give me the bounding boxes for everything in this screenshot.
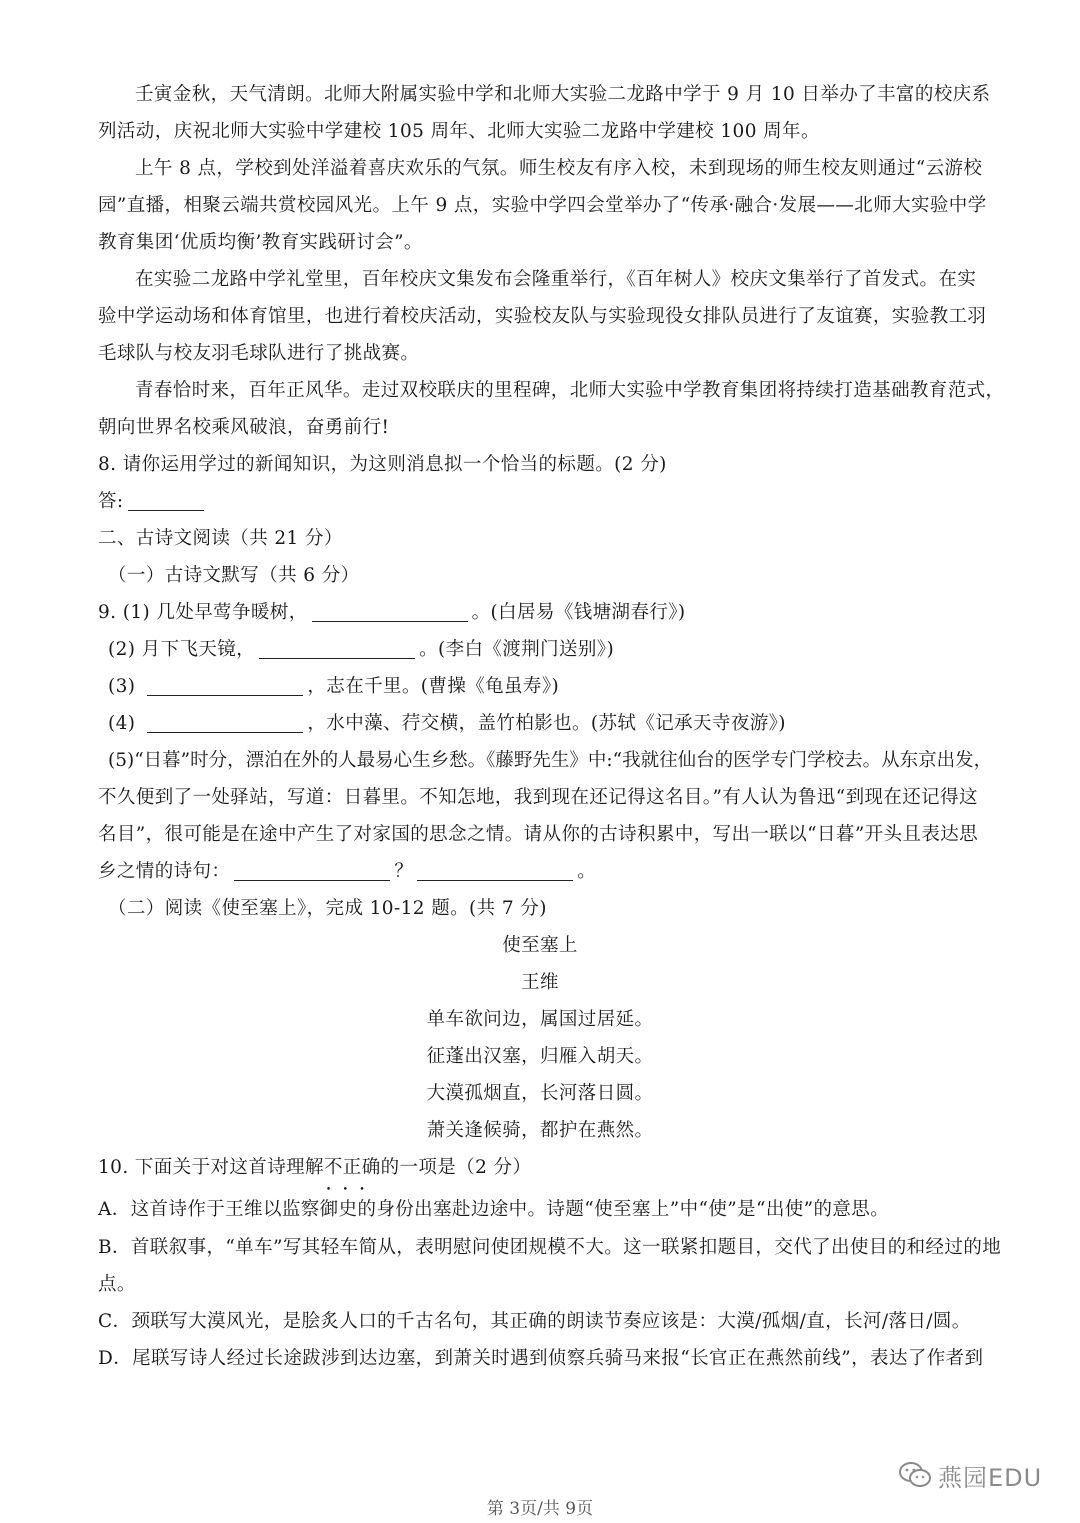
q9-2-source: 。(李白《渡荆门送别》) — [419, 639, 615, 660]
q9-5-end: 。 — [577, 861, 597, 882]
option-d-line-1: D．尾联写诗人经过长途跋涉到达边塞，到萧关时遇到侦察兵骑马来报“长官正在燕然前线”，表达了作者到 — [98, 1348, 984, 1369]
wechat-icon — [898, 1460, 932, 1490]
answer-blank[interactable] — [128, 490, 204, 511]
poem-line-2: 征蓬出汉塞，归雁入胡天。 — [426, 1046, 654, 1067]
q9-4-source: ，水中藻、荇交横，盖竹柏影也。(苏轼《记承天寺夜游》) — [307, 713, 786, 734]
option-a: A．这首诗作于王维以监察御史的身份出塞赴边途中。诗题“使至塞上”中“使”是“出使”的意思。 — [98, 1199, 890, 1220]
question-9-5-line-1: (5)“日暮”时分，漂泊在外的人最易心生乡愁。《藤野先生》中:“我就往仙台的医学专门学校去。从东京出发， — [108, 750, 993, 771]
news-paragraph-2-line-1: 上午 8 点，学校到处洋溢着喜庆欢乐的气氛。师生校友有序入校，未到现场的师生校友则通过“云游校 — [135, 158, 983, 179]
question-9-5-line-4 — [98, 857, 982, 887]
q9-1-prompt: 9. (1) 几处早莺争暖树， — [98, 602, 308, 623]
poem-line-3: 大漠孤烟直，长河落日圆。 — [426, 1083, 654, 1104]
watermark — [898, 1458, 1042, 1492]
question-10-stem — [98, 1153, 982, 1183]
q9-4-blank[interactable] — [147, 712, 303, 733]
news-paragraph-2-line-2: 园”直播，相聚云端共赏校园风光。上午 9 点，实验中学四会堂举办了“传承·融合·发展——北师大实验中学 — [98, 195, 987, 216]
question-9-2 — [108, 635, 982, 665]
news-paragraph-3-line-2: 验中学运动场和体育馆里，也进行着校庆活动，实验校友队与实验现役女排队员进行了友谊赛，实验教工羽 — [98, 306, 987, 327]
question-9-5-line-2: 不久便到了一处驿站，写道：日暮里。不知怎地，我到现在还记得这名目。”有人认为鲁迅“到现在还记得这 — [98, 787, 978, 808]
q9-3-number: (3) — [108, 676, 136, 697]
q9-1-blank[interactable] — [312, 601, 468, 622]
q10-stem-start: 10. 下面关于对这首诗理解 — [98, 1157, 324, 1178]
section-2-title: 二、古诗文阅读（共 21 分） — [98, 528, 343, 549]
q9-2-prompt: (2) 月下飞天镜， — [108, 639, 256, 660]
part-2-title: （二）阅读《使至塞上》，完成 10-12 题。(共 7 分) — [108, 898, 547, 919]
page-footer: 第 3页/共 9页 — [486, 1499, 594, 1519]
poem-title: 使至塞上 — [502, 935, 578, 956]
question-9-1 — [98, 598, 982, 628]
poem-line-4: 萧关逢候骑，都护在燕然。 — [426, 1120, 654, 1141]
poem-line-1: 单车欲问边，属国过居延。 — [426, 1009, 654, 1030]
q9-3-source: ，志在千里。(曹操《龟虽寿》) — [307, 676, 560, 697]
q9-5-blank-1[interactable] — [234, 860, 390, 881]
q9-1-source: 。(白居易《钱塘湖春行》) — [471, 602, 686, 623]
news-paragraph-1-line-1: 壬寅金秋，天气清朗。北师大附属实验中学和北师大实验二龙路中学于 9 月 10 日举办了丰富的校庆系 — [135, 84, 991, 105]
q9-2-blank[interactable] — [259, 638, 415, 659]
q9-5-prompt: 乡之情的诗句： — [98, 861, 231, 882]
news-paragraph-4-line-1: 青春恰时来，百年正风华。走过双校联庆的里程碑，北师大实验中学教育集团将持续打造基础教育范式， — [135, 380, 1005, 401]
news-paragraph-3-line-1: 在实验二龙路中学礼堂里，百年校庆文集发布会隆重举行，《百年树人》校庆文集举行了首发式。在实 — [135, 269, 977, 290]
q9-4-number: (4) — [108, 713, 136, 734]
question-9-5-line-3: 名目”，很可能是在途中产生了对家国的思念之情。请从你的古诗积累中，写出一联以“日暮”开头且表达思 — [98, 824, 979, 845]
news-paragraph-1-line-2: 列活动，庆祝北师大实验中学建校 105 周年、北师大实验二龙路中学建校 100 周年。 — [98, 121, 820, 142]
part-1-title: （一）古诗文默写（共 6 分） — [108, 565, 360, 586]
question-9-4 — [108, 709, 982, 739]
q10-emphasis: 不正确 — [323, 1157, 381, 1178]
q9-3-blank[interactable] — [147, 675, 303, 696]
q9-5-blank-2[interactable] — [417, 860, 573, 881]
news-paragraph-2-line-3: 教育集团‘优质均衡’教育实践研讨会”。 — [98, 232, 423, 253]
question-8-answer — [98, 487, 982, 517]
question-9-3 — [108, 672, 982, 702]
option-c: C．颈联写大漠风光，是脍炙人口的千古名句，其正确的朗读节奏应该是：大漠/孤烟/直，长河/落日/圆。 — [98, 1311, 971, 1332]
answer-label: 答: — [98, 491, 124, 512]
watermark-text: 燕园EDU — [938, 1463, 1043, 1492]
question-8: 8. 请你运用学过的新闻知识，为这则消息拟一个恰当的标题。(2 分) — [98, 454, 667, 475]
news-paragraph-3-line-3: 毛球队与校友羽毛球队进行了挑战赛。 — [98, 343, 420, 364]
poem-author: 王维 — [521, 972, 559, 993]
q9-5-separator: ？ — [394, 861, 414, 882]
option-b-line-2: 点。 — [98, 1274, 136, 1295]
q10-stem-end: 的一项是（2 分） — [380, 1157, 532, 1178]
news-paragraph-4-line-2: 朝向世界名校乘风破浪，奋勇前行! — [98, 417, 390, 438]
option-b-line-1: B．首联叙事，“单车”写其轻车简从，表明慰问使团规模不大。这一联紧扣题目，交代了出使目的和经过的地 — [98, 1237, 1002, 1258]
